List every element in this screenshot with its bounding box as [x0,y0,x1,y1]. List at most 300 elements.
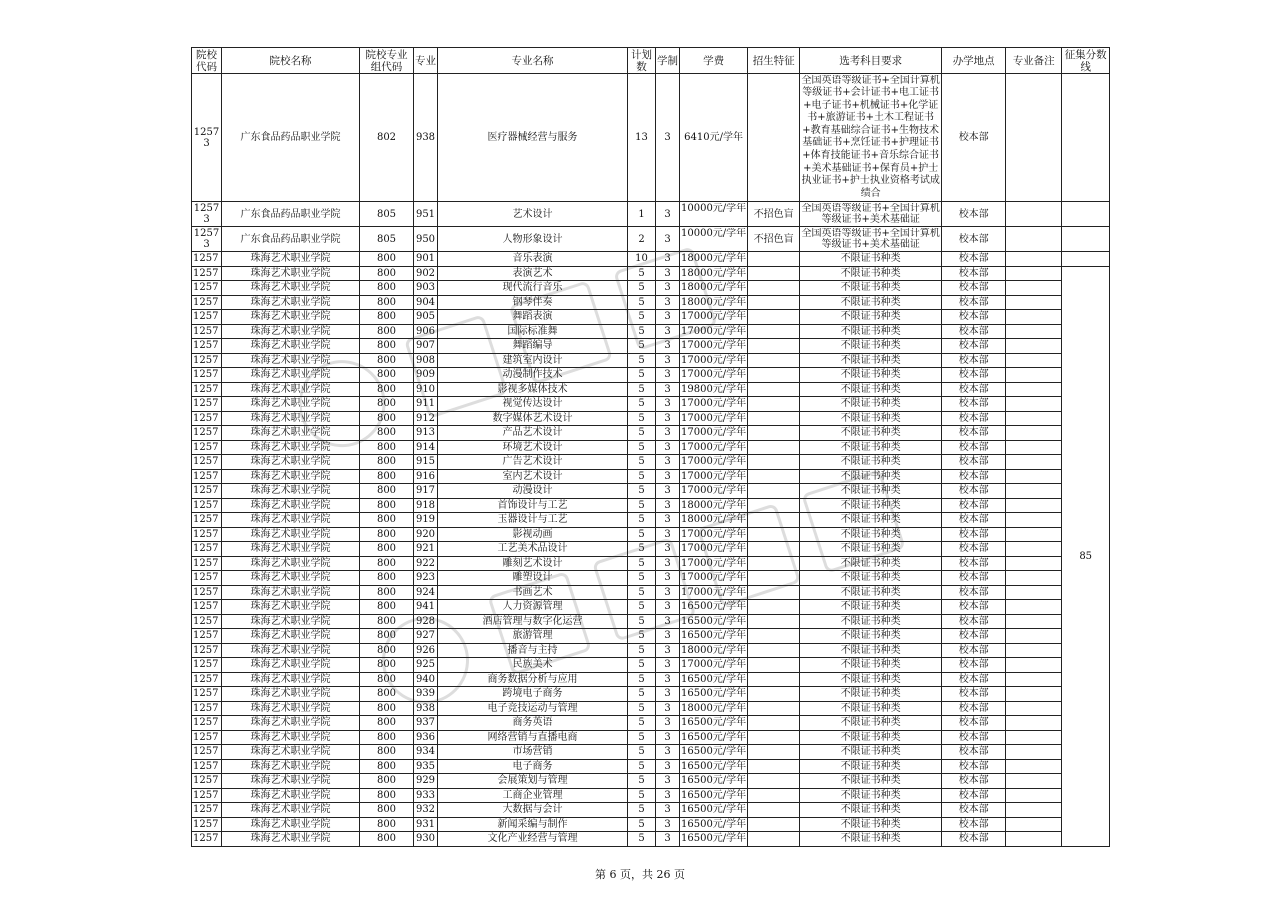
major-code-cell: 922 [414,556,438,571]
major-code-cell: 950 [414,227,438,252]
requirement-cell: 不限证书种类 [800,527,942,542]
fee-cell: 17000元/学年 [681,325,747,337]
note-cell [1006,556,1062,571]
group-code-cell: 800 [360,571,414,586]
note-cell [1006,817,1062,832]
feature-cell [748,498,800,513]
plan-cell: 5 [628,339,656,354]
major-code-cell: 926 [414,643,438,658]
group-code-cell: 800 [360,368,414,383]
group-code-cell: 800 [360,788,414,803]
note-cell [1006,411,1062,426]
campus-cell: 校本部 [942,745,1006,760]
plan-cell: 5 [628,643,656,658]
school-name-cell: 珠海艺术职业学院 [222,339,360,354]
years-cell: 3 [656,658,680,673]
plan-cell: 5 [628,745,656,760]
major-code-cell: 920 [414,527,438,542]
fee-cell: 16500元/学年 [681,789,747,801]
school-name-cell: 珠海艺术职业学院 [222,455,360,470]
major-code-cell: 903 [414,281,438,296]
feature-cell [748,455,800,470]
school-name-cell: 珠海艺术职业学院 [222,484,360,499]
requirement-cell: 不限证书种类 [800,701,942,716]
school-code-cell: 1257 [192,484,222,499]
major-name-cell: 动漫制作技术 [438,368,628,383]
campus-cell: 校本部 [942,455,1006,470]
major-name-cell: 影视动画 [438,527,628,542]
requirement-cell: 不限证书种类 [800,455,942,470]
requirement-cell: 不限证书种类 [800,658,942,673]
major-code-cell: 904 [414,295,438,310]
campus-cell: 校本部 [942,585,1006,600]
plan-cell: 5 [628,397,656,412]
requirement-cell: 不限证书种类 [800,368,942,383]
fee-cell: 17000元/学年 [681,485,747,497]
major-code-cell: 918 [414,498,438,513]
years-cell: 3 [656,324,680,339]
note-cell [1006,527,1062,542]
major-code-cell: 941 [414,600,438,615]
group-code-cell: 800 [360,397,414,412]
feature-cell: 不招色盲 [748,227,800,252]
table-row [192,252,1110,267]
school-code-cell: 1257 [192,817,222,832]
campus-cell: 校本部 [942,411,1006,426]
major-name-cell: 建筑室内设计 [438,353,628,368]
requirement-text: 全国英语等级证书+全国计算机等级证书+会计证书+电工证书+电子证书+机械证书+化学证书+旅游证书+土木工程证书+教育基础综合证书+生物技术基础证书+烹饪证书+护理证书+体育技能证书+音乐综合证书+美术基础证书+保育员+护士执业证书+护士执业资格考试成绩合 [801,74,940,199]
group-code-cell: 800 [360,382,414,397]
feature-cell [748,353,800,368]
school-name-cell: 珠海艺术职业学院 [222,542,360,557]
requirement-cell: 不限证书种类 [800,513,942,528]
plan-cell: 10 [628,252,656,267]
plan-cell: 5 [628,310,656,325]
table-row [192,600,1110,615]
group-code-cell: 800 [360,803,414,818]
major-name-cell: 动漫设计 [438,484,628,499]
group-code-cell: 800 [360,527,414,542]
plan-cell: 5 [628,687,656,702]
school-code-cell: 1257 [192,716,222,731]
major-name-cell: 人物形象设计 [438,227,628,252]
years-cell: 3 [656,571,680,586]
school-name-cell: 珠海艺术职业学院 [222,585,360,600]
major-name-cell: 广告艺术设计 [438,455,628,470]
requirement-cell: 不限证书种类 [800,759,942,774]
major-code-cell: 934 [414,745,438,760]
note-cell [1006,643,1062,658]
group-code-cell: 800 [360,513,414,528]
years-cell: 3 [656,339,680,354]
note-cell [1006,716,1062,731]
school-code-cell: 1257 [192,382,222,397]
years-cell: 3 [656,498,680,513]
feature-cell [748,788,800,803]
years-cell: 3 [656,527,680,542]
header-school-name: 院校名称 [222,48,360,74]
fee-cell: 17000元/学年 [681,528,747,540]
fee-cell: 6410元/学年 [680,74,748,202]
note-cell [1006,295,1062,310]
requirement-cell: 不限证书种类 [800,774,942,789]
major-code-cell: 913 [414,426,438,441]
major-code-cell: 917 [414,484,438,499]
school-code-cell: 1257 [192,266,222,281]
group-code-cell: 800 [360,281,414,296]
note-cell [1006,759,1062,774]
group-code-cell: 800 [360,687,414,702]
major-code-cell: 901 [414,252,438,267]
note-cell [1006,730,1062,745]
feature-cell [748,759,800,774]
note-cell [1006,542,1062,557]
table-row [192,571,1110,586]
group-code-cell: 800 [360,817,414,832]
school-name-cell: 珠海艺术职业学院 [222,774,360,789]
table-row [192,397,1110,412]
plan-cell: 13 [628,74,656,202]
major-name-cell: 雕刻艺术设计 [438,556,628,571]
requirement-cell [800,227,942,252]
school-code-cell: 1257 [192,788,222,803]
table-row [192,74,1110,202]
major-name-cell: 书画艺术 [438,585,628,600]
campus-cell: 校本部 [942,310,1006,325]
group-code-cell: 800 [360,745,414,760]
school-name-cell: 广东食品药品职业学院 [222,227,360,252]
table-row [192,281,1110,296]
header-requirement: 选考科目要求 [800,48,942,74]
table-row [192,484,1110,499]
years-cell: 3 [656,614,680,629]
school-code-cell: 1257 [192,672,222,687]
feature-cell [748,643,800,658]
group-code-cell: 805 [360,202,414,227]
table-row [192,411,1110,426]
major-name-cell: 酒店管理与数字化运营 [438,614,628,629]
feature-cell [748,281,800,296]
plan-cell: 5 [628,585,656,600]
major-name-cell: 商务数据分析与应用 [438,672,628,687]
school-code-cell: 1257 [192,513,222,528]
years-cell: 3 [656,556,680,571]
campus-cell: 校本部 [942,687,1006,702]
school-code-cell: 1257 [192,803,222,818]
school-name-cell: 珠海艺术职业学院 [222,556,360,571]
requirement-text: 全国英语等级证书+全国计算机等级证书+美术基础证 [801,203,940,225]
school-name-cell: 珠海艺术职业学院 [222,353,360,368]
school-code-cell: 1257 [192,585,222,600]
campus-cell: 校本部 [942,658,1006,673]
school-code-cell: 1257 [192,397,222,412]
fee-cell: 17000元/学年 [681,369,747,381]
group-code-cell: 800 [360,440,414,455]
fee-cell: 17000元/学年 [681,340,747,352]
school-code-cell: 1257 [192,658,222,673]
major-name-cell: 室内艺术设计 [438,469,628,484]
school-code-cell: 1257 [192,774,222,789]
group-code-cell: 800 [360,266,414,281]
major-code-cell: 935 [414,759,438,774]
fee-cell: 16500元/学年 [681,717,747,729]
campus-cell: 校本部 [942,202,1006,227]
fee-cell: 17000元/学年 [681,441,747,453]
major-code-cell: 915 [414,455,438,470]
fee-cell: 16500元/学年 [681,833,747,845]
feature-cell [748,832,800,847]
header-group-code: 院校专业组代码 [360,48,414,74]
feature-cell [748,730,800,745]
major-code-cell: 906 [414,324,438,339]
years-cell: 3 [656,368,680,383]
school-code-cell: 1257 [192,252,222,267]
years-cell: 3 [656,426,680,441]
campus-cell: 校本部 [942,295,1006,310]
campus-cell: 校本部 [942,600,1006,615]
plan-cell: 5 [628,498,656,513]
major-name-cell: 影视多媒体技术 [438,382,628,397]
admission-table [191,47,1110,847]
plan-cell: 2 [628,227,656,252]
school-name-cell: 珠海艺术职业学院 [222,600,360,615]
years-cell: 3 [656,788,680,803]
years-cell: 3 [656,774,680,789]
requirement-cell: 不限证书种类 [800,484,942,499]
requirement-cell: 不限证书种类 [800,687,942,702]
fee-cell: 17000元/学年 [681,543,747,555]
header-fee: 学费 [680,48,748,74]
note-cell [1006,484,1062,499]
feature-cell [748,614,800,629]
major-code-cell: 911 [414,397,438,412]
school-code-cell: 1257 [192,324,222,339]
header-plan: 计划数 [628,48,656,74]
major-name-cell: 艺术设计 [438,202,628,227]
campus-cell: 校本部 [942,759,1006,774]
school-name-cell: 珠海艺术职业学院 [222,759,360,774]
plan-cell: 5 [628,455,656,470]
major-name-cell: 市场营销 [438,745,628,760]
group-code-cell: 800 [360,600,414,615]
school-code-cell: 1257 [192,469,222,484]
years-cell: 3 [656,585,680,600]
plan-cell: 5 [628,469,656,484]
table-row [192,227,1110,252]
school-code-cell: 12573 [192,227,222,252]
feature-cell [748,817,800,832]
note-cell [1006,614,1062,629]
table-row [192,353,1110,368]
feature-cell [748,252,800,267]
plan-cell: 5 [628,368,656,383]
fee-cell: 16500元/学年 [681,731,747,743]
school-name-cell: 珠海艺术职业学院 [222,745,360,760]
requirement-cell: 不限证书种类 [800,629,942,644]
table-row [192,513,1110,528]
requirement-text: 全国英语等级证书+全国计算机等级证书+美术基础证 [801,228,940,250]
feature-cell [748,74,800,202]
major-name-cell: 钢琴伴奏 [438,295,628,310]
school-name-cell: 珠海艺术职业学院 [222,643,360,658]
group-code-cell: 800 [360,716,414,731]
table-row [192,542,1110,557]
plan-cell: 5 [628,266,656,281]
header-major-code: 专业 [414,48,438,74]
plan-cell: 5 [628,513,656,528]
fee-cell: 17000元/学年 [681,412,747,424]
group-code-cell: 800 [360,324,414,339]
campus-cell: 校本部 [942,469,1006,484]
major-code-cell: 929 [414,774,438,789]
feature-cell [748,803,800,818]
fee-cell: 16500元/学年 [681,760,747,772]
major-code-cell: 914 [414,440,438,455]
major-code-cell: 910 [414,382,438,397]
note-cell [1006,585,1062,600]
campus-cell: 校本部 [942,281,1006,296]
table-row [192,643,1110,658]
school-code-cell: 1257 [192,411,222,426]
fee-cell: 17000元/学年 [681,659,747,671]
campus-cell: 校本部 [942,527,1006,542]
table-row [192,585,1110,600]
school-name-cell: 珠海艺术职业学院 [222,324,360,339]
school-code-cell: 1257 [192,614,222,629]
major-code-cell: 912 [414,411,438,426]
feature-cell [748,745,800,760]
fee-cell: 16500元/学年 [681,615,747,627]
group-code-cell: 800 [360,455,414,470]
years-cell: 3 [656,745,680,760]
note-cell [1006,266,1062,281]
group-code-cell: 800 [360,542,414,557]
school-name-cell: 珠海艺术职业学院 [222,426,360,441]
campus-cell: 校本部 [942,832,1006,847]
fee-cell: 17000元/学年 [681,586,747,598]
feature-cell [748,701,800,716]
table-row [192,266,1110,281]
feature-cell [748,310,800,325]
campus-cell: 校本部 [942,803,1006,818]
school-name-cell: 珠海艺术职业学院 [222,803,360,818]
school-name-cell: 珠海艺术职业学院 [222,513,360,528]
fee-cell: 16500元/学年 [681,688,747,700]
plan-cell: 5 [628,716,656,731]
years-cell: 3 [656,295,680,310]
header-score: 征集分数线 [1062,48,1110,74]
fee-cell: 16500元/学年 [681,818,747,830]
major-code-cell: 908 [414,353,438,368]
feature-cell [748,571,800,586]
group-code-cell: 800 [360,629,414,644]
years-cell: 3 [656,74,680,202]
plan-cell: 5 [628,426,656,441]
major-code-cell: 939 [414,687,438,702]
feature-cell [748,484,800,499]
major-name-cell: 数字媒体艺术设计 [438,411,628,426]
fee-text: 10000元/学年 [681,203,747,214]
campus-cell: 校本部 [942,556,1006,571]
note-cell [1006,687,1062,702]
school-code-cell: 1257 [192,701,222,716]
note-cell [1006,252,1062,267]
school-name-cell: 珠海艺术职业学院 [222,788,360,803]
table-row [192,759,1110,774]
note-cell [1006,498,1062,513]
fee-cell: 18000元/学年 [681,514,747,526]
group-code-cell: 800 [360,832,414,847]
school-code-cell: 1257 [192,368,222,383]
major-name-cell: 工商企业管理 [438,788,628,803]
school-code-cell: 1257 [192,353,222,368]
group-code-cell: 800 [360,774,414,789]
years-cell: 3 [656,455,680,470]
fee-cell: 17000元/学年 [681,470,747,482]
plan-cell: 5 [628,803,656,818]
note-cell [1006,600,1062,615]
feature-cell [748,339,800,354]
requirement-cell: 不限证书种类 [800,426,942,441]
fee-cell: 17000元/学年 [681,354,747,366]
table-row [192,368,1110,383]
feature-cell [748,716,800,731]
note-cell [1006,513,1062,528]
group-code-cell: 800 [360,701,414,716]
requirement-cell: 不限证书种类 [800,788,942,803]
major-name-cell: 电子商务 [438,759,628,774]
table-row [192,730,1110,745]
note-cell [1006,339,1062,354]
school-code-cell: 1257 [192,310,222,325]
fee-cell: 17000元/学年 [681,427,747,439]
campus-cell: 校本部 [942,643,1006,658]
plan-cell: 5 [628,701,656,716]
major-name-cell: 文化产业经营与管理 [438,832,628,847]
major-name-cell: 会展策划与管理 [438,774,628,789]
fee-cell: 17000元/学年 [681,456,747,468]
table-row [192,687,1110,702]
fee-cell: 17000元/学年 [681,398,747,410]
plan-cell: 5 [628,629,656,644]
school-code-cell: 1257 [192,759,222,774]
major-name-cell: 电子竞技运动与管理 [438,701,628,716]
score-cell [1062,252,1110,267]
requirement-cell: 不限证书种类 [800,730,942,745]
campus-cell: 校本部 [942,774,1006,789]
group-code-cell: 800 [360,498,414,513]
requirement-cell: 不限证书种类 [800,281,942,296]
campus-cell: 校本部 [942,74,1006,202]
plan-cell: 5 [628,542,656,557]
major-code-cell: 902 [414,266,438,281]
school-code-cell: 1257 [192,556,222,571]
feature-cell [748,556,800,571]
note-cell [1006,353,1062,368]
school-name-cell: 珠海艺术职业学院 [222,701,360,716]
note-cell [1006,426,1062,441]
group-code-cell: 800 [360,411,414,426]
requirement-cell [800,74,942,202]
group-code-cell: 800 [360,426,414,441]
major-name-cell: 播音与主持 [438,643,628,658]
years-cell: 3 [656,469,680,484]
group-code-cell: 800 [360,730,414,745]
years-cell: 3 [656,803,680,818]
school-name-cell: 珠海艺术职业学院 [222,397,360,412]
school-code-cell: 1257 [192,832,222,847]
major-name-cell: 玉器设计与工艺 [438,513,628,528]
